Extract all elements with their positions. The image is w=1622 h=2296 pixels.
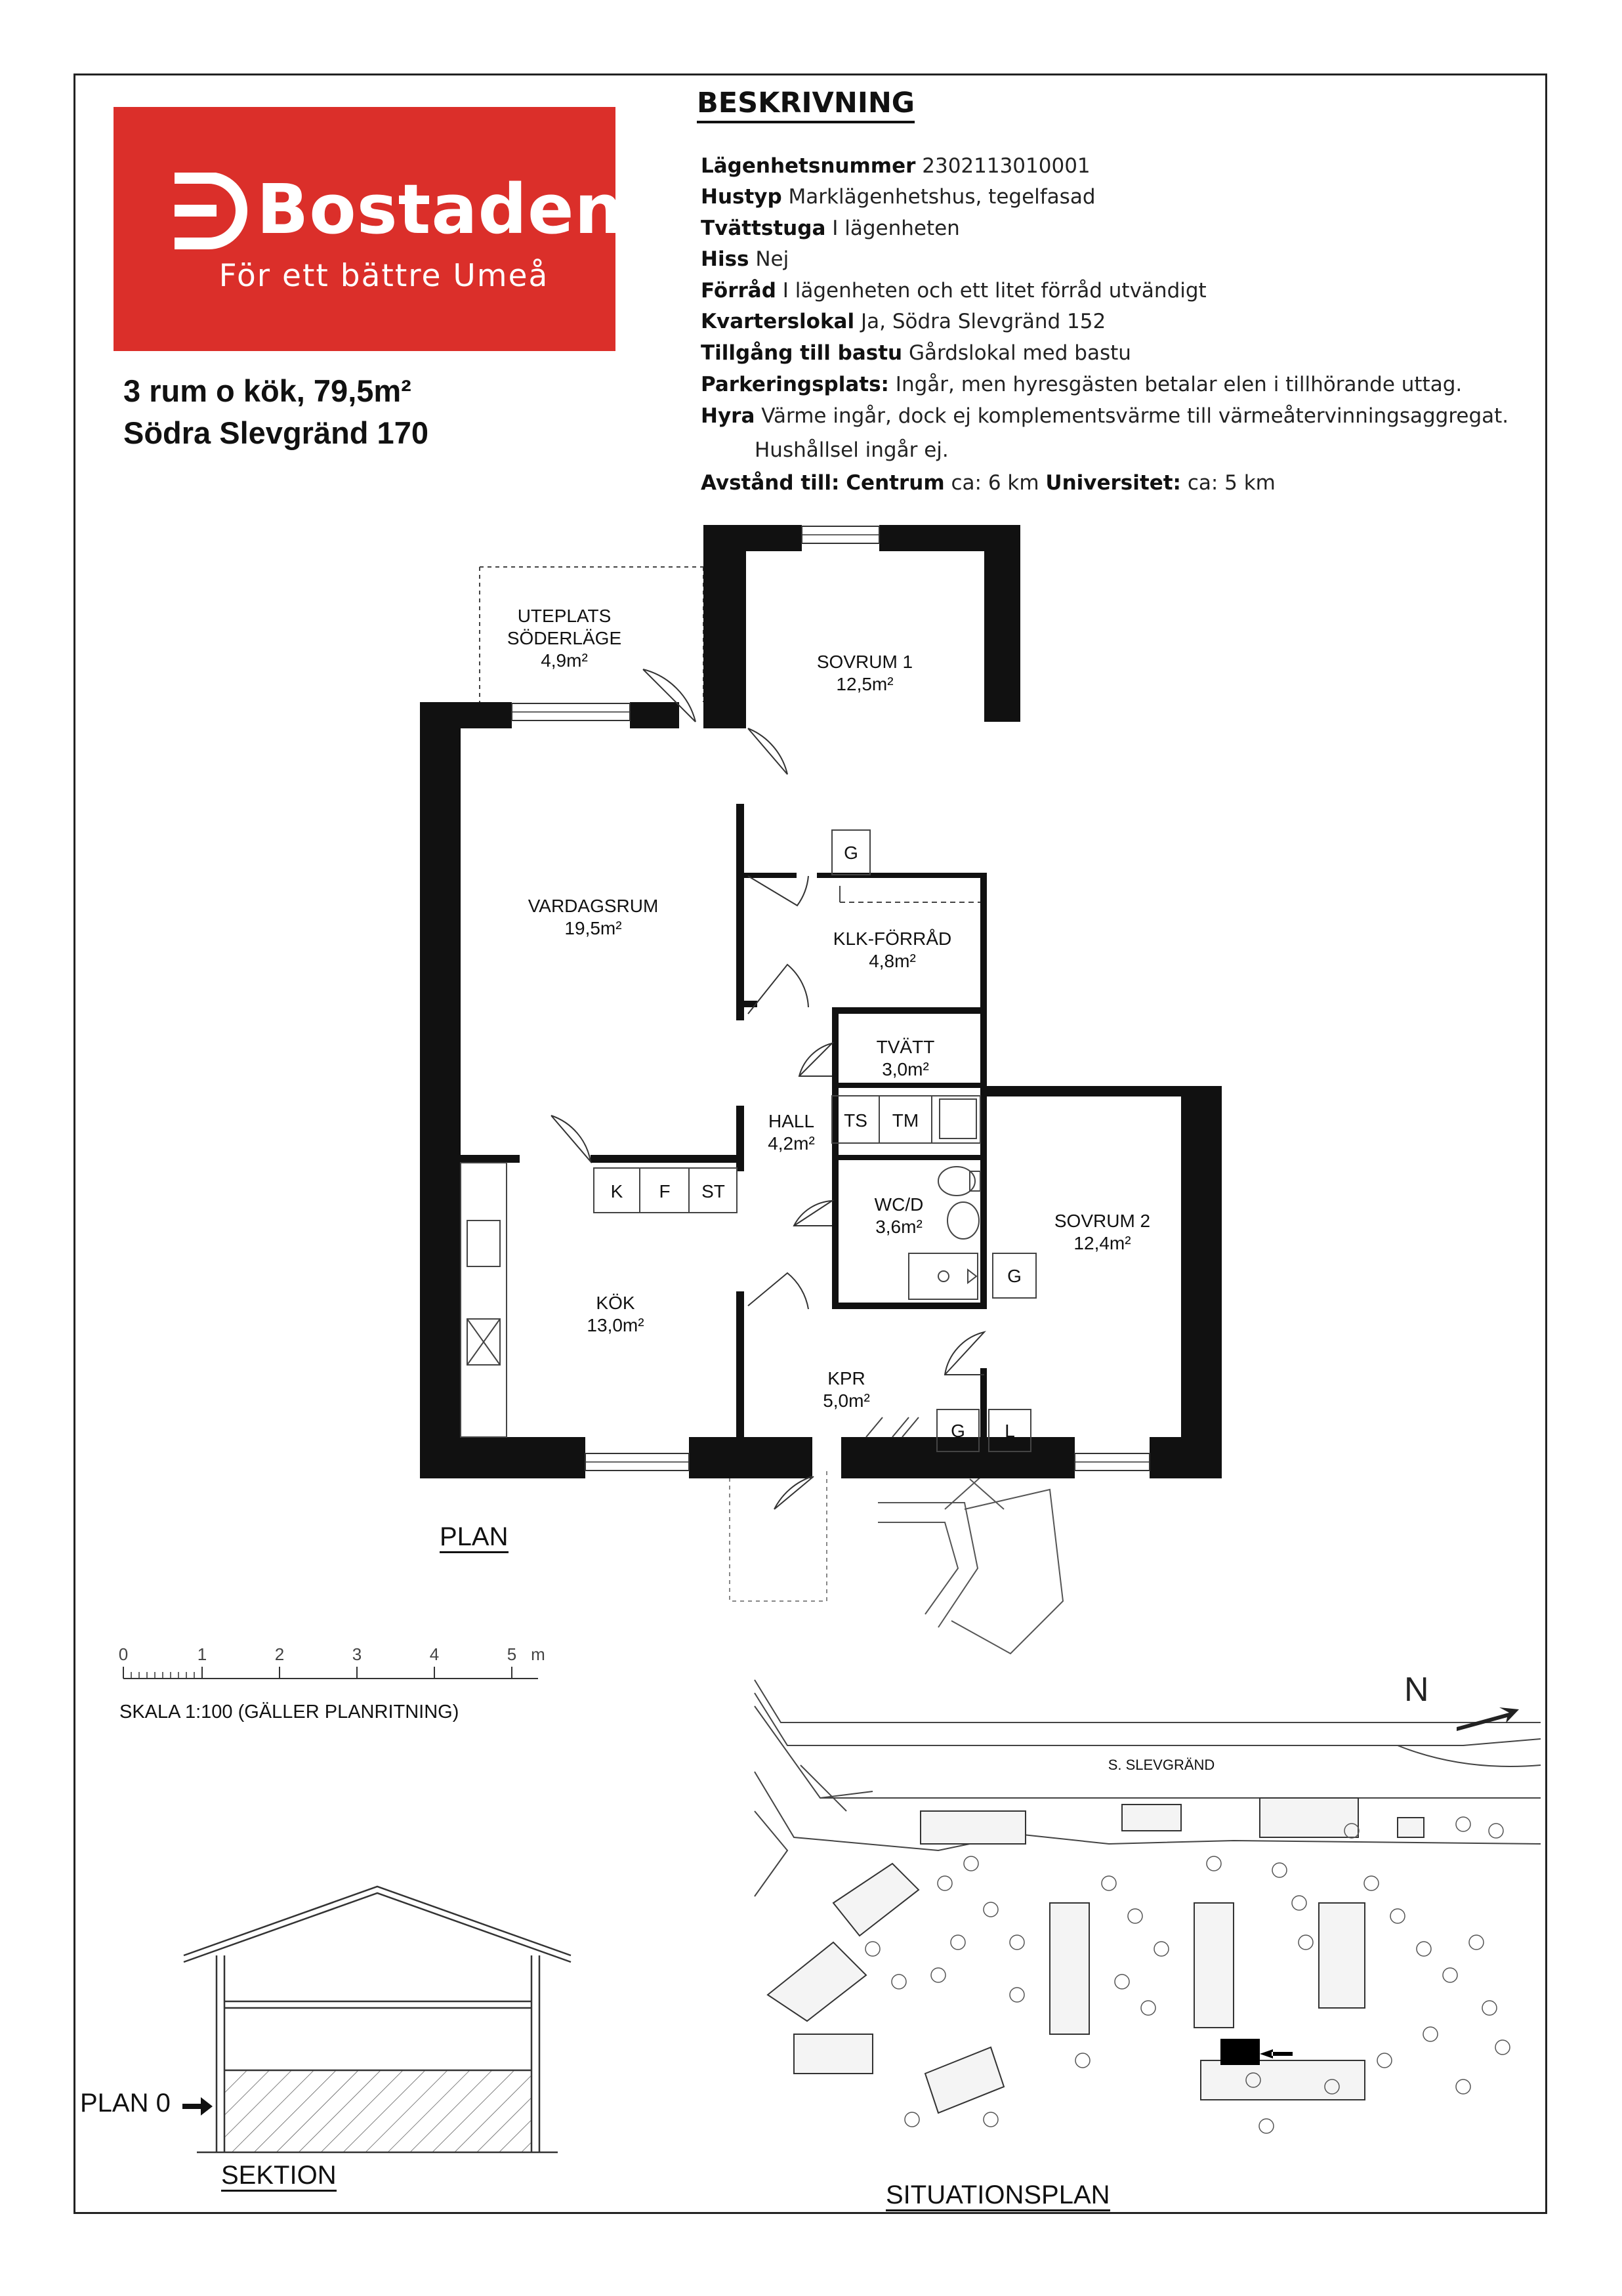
description-value: Värme ingår, dock ej komplementsvärme till värmeåtervinningsaggregat. <box>761 404 1509 428</box>
room-uteplats-name: UTEPLATS <box>517 606 612 626</box>
section-caption: SEKTION <box>221 2161 337 2192</box>
apartment-marker <box>1220 2039 1260 2065</box>
svg-text:13,0m² <box>587 1315 644 1335</box>
tree-icon <box>1141 2001 1155 2015</box>
scale-label: SKALA 1:100 (GÄLLER PLANRITNING) <box>119 1701 459 1722</box>
svg-text:SKALA 1:100 (GÄLLER PLANRITNIN <box>119 1701 459 1722</box>
distance-label: Avstånd till: <box>701 471 840 495</box>
tree-icon <box>984 2112 998 2127</box>
svg-text:3,6m² <box>875 1217 923 1237</box>
tree-icon <box>1469 1935 1484 1950</box>
room-klk-forrad-name: KLK-FÖRRÅD <box>833 929 952 949</box>
fixture-g-sovrum2: G <box>1007 1266 1022 1286</box>
room-uteplats-area: 4,9m² <box>541 650 588 671</box>
tree-icon <box>1207 1856 1221 1871</box>
arrow-left-icon <box>1260 2049 1293 2058</box>
svg-text:KLK-FÖRRÅD <box>833 929 951 949</box>
room-hall-name: HALL <box>768 1111 815 1131</box>
description-label: Hiss <box>701 247 749 271</box>
description-label: Tvättstuga <box>701 217 826 240</box>
room-klk-forrad-area: 4,8m² <box>869 951 916 971</box>
description-value: Gårdslokal med bastu <box>908 341 1131 365</box>
svg-text:4 <box>430 1644 439 1664</box>
fixture-ts: TS <box>844 1110 867 1131</box>
scale-bar <box>112 1640 610 1732</box>
description-value: I lägenheten och ett litet förråd utvändigt <box>782 279 1207 303</box>
svg-text:PLAN 0 <box>80 2089 171 2118</box>
tree-icon <box>1423 2027 1438 2041</box>
room-kpr-name: KPR <box>827 1368 865 1388</box>
tree-icon <box>1390 1909 1405 1923</box>
fixture-f: F <box>659 1181 671 1201</box>
tree-icon <box>1292 1896 1306 1910</box>
description-label: Parkeringsplats: <box>701 373 889 396</box>
tree-icon <box>1010 1935 1024 1950</box>
tree-icon <box>1456 1817 1470 1831</box>
tree-icon <box>892 1974 906 1989</box>
description-label: Kvarterslokal <box>701 310 855 333</box>
tree-icon <box>905 2112 919 2127</box>
description-value: Ingår, men hyresgästen betalar elen i tillhörande uttag. <box>895 373 1463 396</box>
svg-text:5,0m² <box>823 1390 870 1411</box>
tree-icon <box>1115 1974 1129 1989</box>
description-value: Hushållsel ingår ej. <box>755 438 949 462</box>
tree-icon <box>1299 1935 1313 1950</box>
svg-text:L <box>1005 1421 1015 1441</box>
room-kok-name: KÖK <box>596 1293 635 1313</box>
room-tvatt-name: TVÄTT <box>876 1037 935 1057</box>
svg-text:WC/D <box>875 1194 924 1215</box>
room-vardagsrum-area: 19,5m² <box>564 918 622 938</box>
svg-text:12,4m² <box>1073 1233 1131 1253</box>
svg-text:4,9m² <box>541 650 588 671</box>
tree-icon <box>1010 1988 1024 2002</box>
tree-icon <box>964 1856 978 1871</box>
section-drawing <box>72 1844 702 2251</box>
svg-text:SOVRUM 1 <box>817 652 913 672</box>
svg-text:VARDAGSRUM <box>528 896 659 916</box>
svg-text:ST <box>701 1181 725 1201</box>
distance-centrum-value: ca: 6 km <box>951 471 1039 495</box>
fixture-l: L <box>1005 1421 1015 1441</box>
tree-icon <box>1417 1942 1431 1956</box>
svg-text:G <box>844 843 858 863</box>
arrow-right-icon <box>182 2097 213 2116</box>
tree-icon <box>1154 1942 1169 1956</box>
description-value: 2302113010001 <box>922 154 1091 178</box>
tree-icon <box>1456 2079 1470 2094</box>
svg-text:SÖDERLÄGE <box>507 628 621 648</box>
room-wcd-area: 3,6m² <box>875 1217 923 1237</box>
description-label: Tillgång till bastu <box>701 341 903 365</box>
room-kpr-area: 5,0m² <box>823 1390 870 1411</box>
fixture-g-kpr: G <box>951 1421 965 1441</box>
plan-caption: PLAN <box>440 1522 509 1553</box>
site-plan-caption: SITUATIONSPLAN <box>886 2181 1110 2211</box>
room-sovrum1-area: 12,5m² <box>836 674 894 694</box>
room-kok-area: 13,0m² <box>587 1315 644 1335</box>
svg-text:4,2m² <box>768 1133 815 1154</box>
description-value: Nej <box>755 247 789 271</box>
svg-text:G <box>1007 1266 1022 1286</box>
svg-text:UTEPLATS <box>518 606 612 626</box>
svg-text:F <box>659 1181 670 1201</box>
description-heading: BESKRIVNING <box>697 87 915 123</box>
tree-icon <box>1272 1863 1287 1877</box>
tree-icon <box>1259 2119 1274 2133</box>
description-value: Marklägenhetshus, tegelfasad <box>788 185 1096 209</box>
site-plan <box>741 1667 1542 2152</box>
svg-text:3,0m² <box>882 1059 929 1079</box>
description-label: Hustyp <box>701 185 782 209</box>
fixture-g-sovrum1: G <box>844 843 858 863</box>
svg-text:HALL <box>768 1111 814 1131</box>
svg-text:m <box>531 1644 545 1664</box>
brand-tagline: För ett bättre Umeå <box>218 258 549 294</box>
svg-text:KÖK <box>596 1293 634 1313</box>
scale-tick-4: 4 <box>429 1644 440 1664</box>
tree-icon <box>1128 1909 1142 1923</box>
tree-icon <box>1495 2040 1510 2055</box>
svg-text:19,5m² <box>564 918 621 938</box>
room-vardagsrum-name: VARDAGSRUM <box>528 896 659 916</box>
scale-tick-2: 2 <box>274 1644 285 1664</box>
tree-icon <box>1075 2053 1090 2068</box>
distance-centrum-label: Centrum <box>846 471 945 495</box>
svg-text:G <box>951 1421 965 1441</box>
distance-university-value: ca: 5 km <box>1187 471 1276 495</box>
scale-tick-0: 0 <box>118 1644 129 1664</box>
room-hall-area: 4,2m² <box>768 1133 815 1154</box>
description-value: I lägenheten <box>832 217 960 240</box>
tree-icon <box>1364 1876 1379 1890</box>
fixture-st: ST <box>701 1181 725 1201</box>
room-uteplats-name2: SÖDERLÄGE <box>507 628 622 648</box>
svg-text:1 <box>198 1644 207 1664</box>
room-sovrum2-name: SOVRUM 2 <box>1054 1211 1151 1231</box>
room-wcd-name: WC/D <box>874 1194 924 1215</box>
site-street-name: S. SLEVGRÄND <box>1108 1757 1215 1773</box>
svg-text:3 <box>352 1644 362 1664</box>
description-label: Lägenhetsnummer <box>701 154 916 178</box>
section-plan-label: PLAN 0 <box>80 2089 171 2118</box>
room-sovrum2-area: 12,4m² <box>1073 1233 1131 1253</box>
tree-icon <box>984 1902 998 1917</box>
tree-icon <box>1102 1876 1116 1890</box>
distance-university-label: Universitet: <box>1045 471 1181 495</box>
svg-text:0 <box>119 1644 128 1664</box>
scale-unit: m <box>531 1644 545 1664</box>
scale-tick-5: 5 <box>507 1644 517 1664</box>
scale-tick-3: 3 <box>352 1644 362 1664</box>
scale-tick-1: 1 <box>197 1644 207 1664</box>
description-label: Förråd <box>701 279 776 303</box>
description-label: Hyra <box>701 404 755 428</box>
apartment-title: 3 rum o kök, 79,5m² <box>123 373 411 408</box>
svg-text:S. SLEVGRÄND <box>1108 1757 1215 1773</box>
svg-text:N <box>1404 1671 1429 1709</box>
svg-text:K <box>611 1181 623 1201</box>
brand-name: Bostaden <box>257 169 624 249</box>
fixture-k: K <box>610 1181 623 1201</box>
tree-icon <box>865 1942 880 1956</box>
svg-text:5 <box>507 1644 516 1664</box>
svg-text:TS <box>844 1110 867 1131</box>
apartment-address: Södra Slevgränd 170 <box>123 415 428 450</box>
svg-text:KPR <box>827 1368 865 1388</box>
svg-text:TVÄTT <box>877 1037 935 1057</box>
svg-text:4,8m² <box>869 951 916 971</box>
tree-icon <box>1489 1824 1503 1838</box>
svg-text:2 <box>275 1644 284 1664</box>
svg-text:SOVRUM 2 <box>1054 1211 1150 1231</box>
room-tvatt-area: 3,0m² <box>882 1059 929 1079</box>
room-sovrum1-name: SOVRUM 1 <box>816 652 913 672</box>
north-arrow-icon <box>1457 1707 1519 1731</box>
svg-text:TM <box>892 1110 919 1131</box>
description-value: Ja, Södra Slevgränd 152 <box>860 310 1106 333</box>
fixture-tm: TM <box>892 1110 919 1131</box>
tree-icon <box>1377 2053 1392 2068</box>
tree-icon <box>1482 2001 1497 2015</box>
tree-icon <box>931 1968 946 1982</box>
tree-icon <box>1443 1968 1457 1982</box>
north-label: N <box>1404 1671 1429 1709</box>
svg-text:12,5m² <box>836 674 893 694</box>
tree-icon <box>951 1935 965 1950</box>
tree-icon <box>938 1876 952 1890</box>
